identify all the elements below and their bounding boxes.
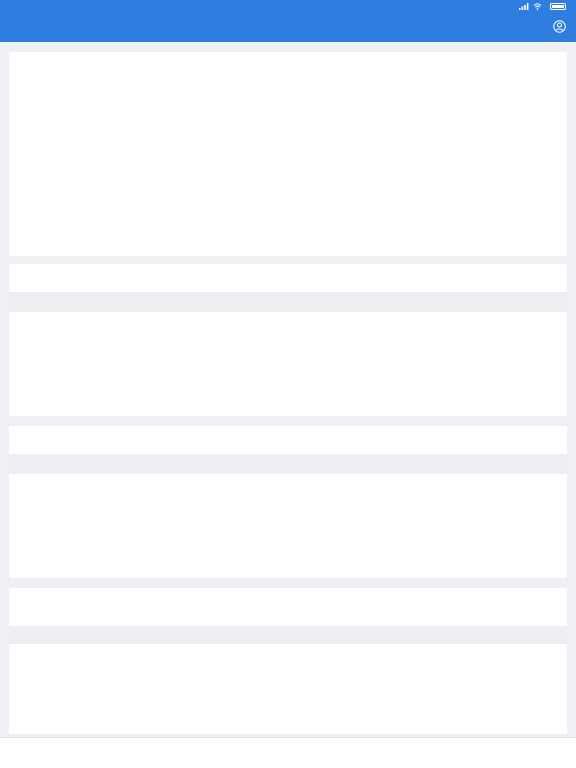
app-header: [0, 0, 576, 42]
departing-table-header: [9, 454, 567, 474]
weather-card: [9, 52, 567, 256]
sea-level-chart: [9, 204, 567, 256]
user-icon[interactable]: [553, 20, 566, 33]
page-title: [0, 21, 576, 33]
status-bar: [0, 0, 576, 14]
wifi-icon: [533, 3, 542, 10]
arriving-table-header: [9, 292, 567, 312]
weather-title: [17, 64, 23, 76]
status-time: [10, 3, 14, 12]
signal-icon: [519, 3, 529, 10]
calendar-events-card: [9, 588, 567, 734]
tab-bar: [0, 737, 576, 768]
status-right: [519, 3, 566, 10]
today-header: [9, 626, 567, 644]
departing-card: [9, 426, 567, 578]
battery-icon: [550, 3, 566, 10]
arriving-card: [9, 264, 567, 416]
